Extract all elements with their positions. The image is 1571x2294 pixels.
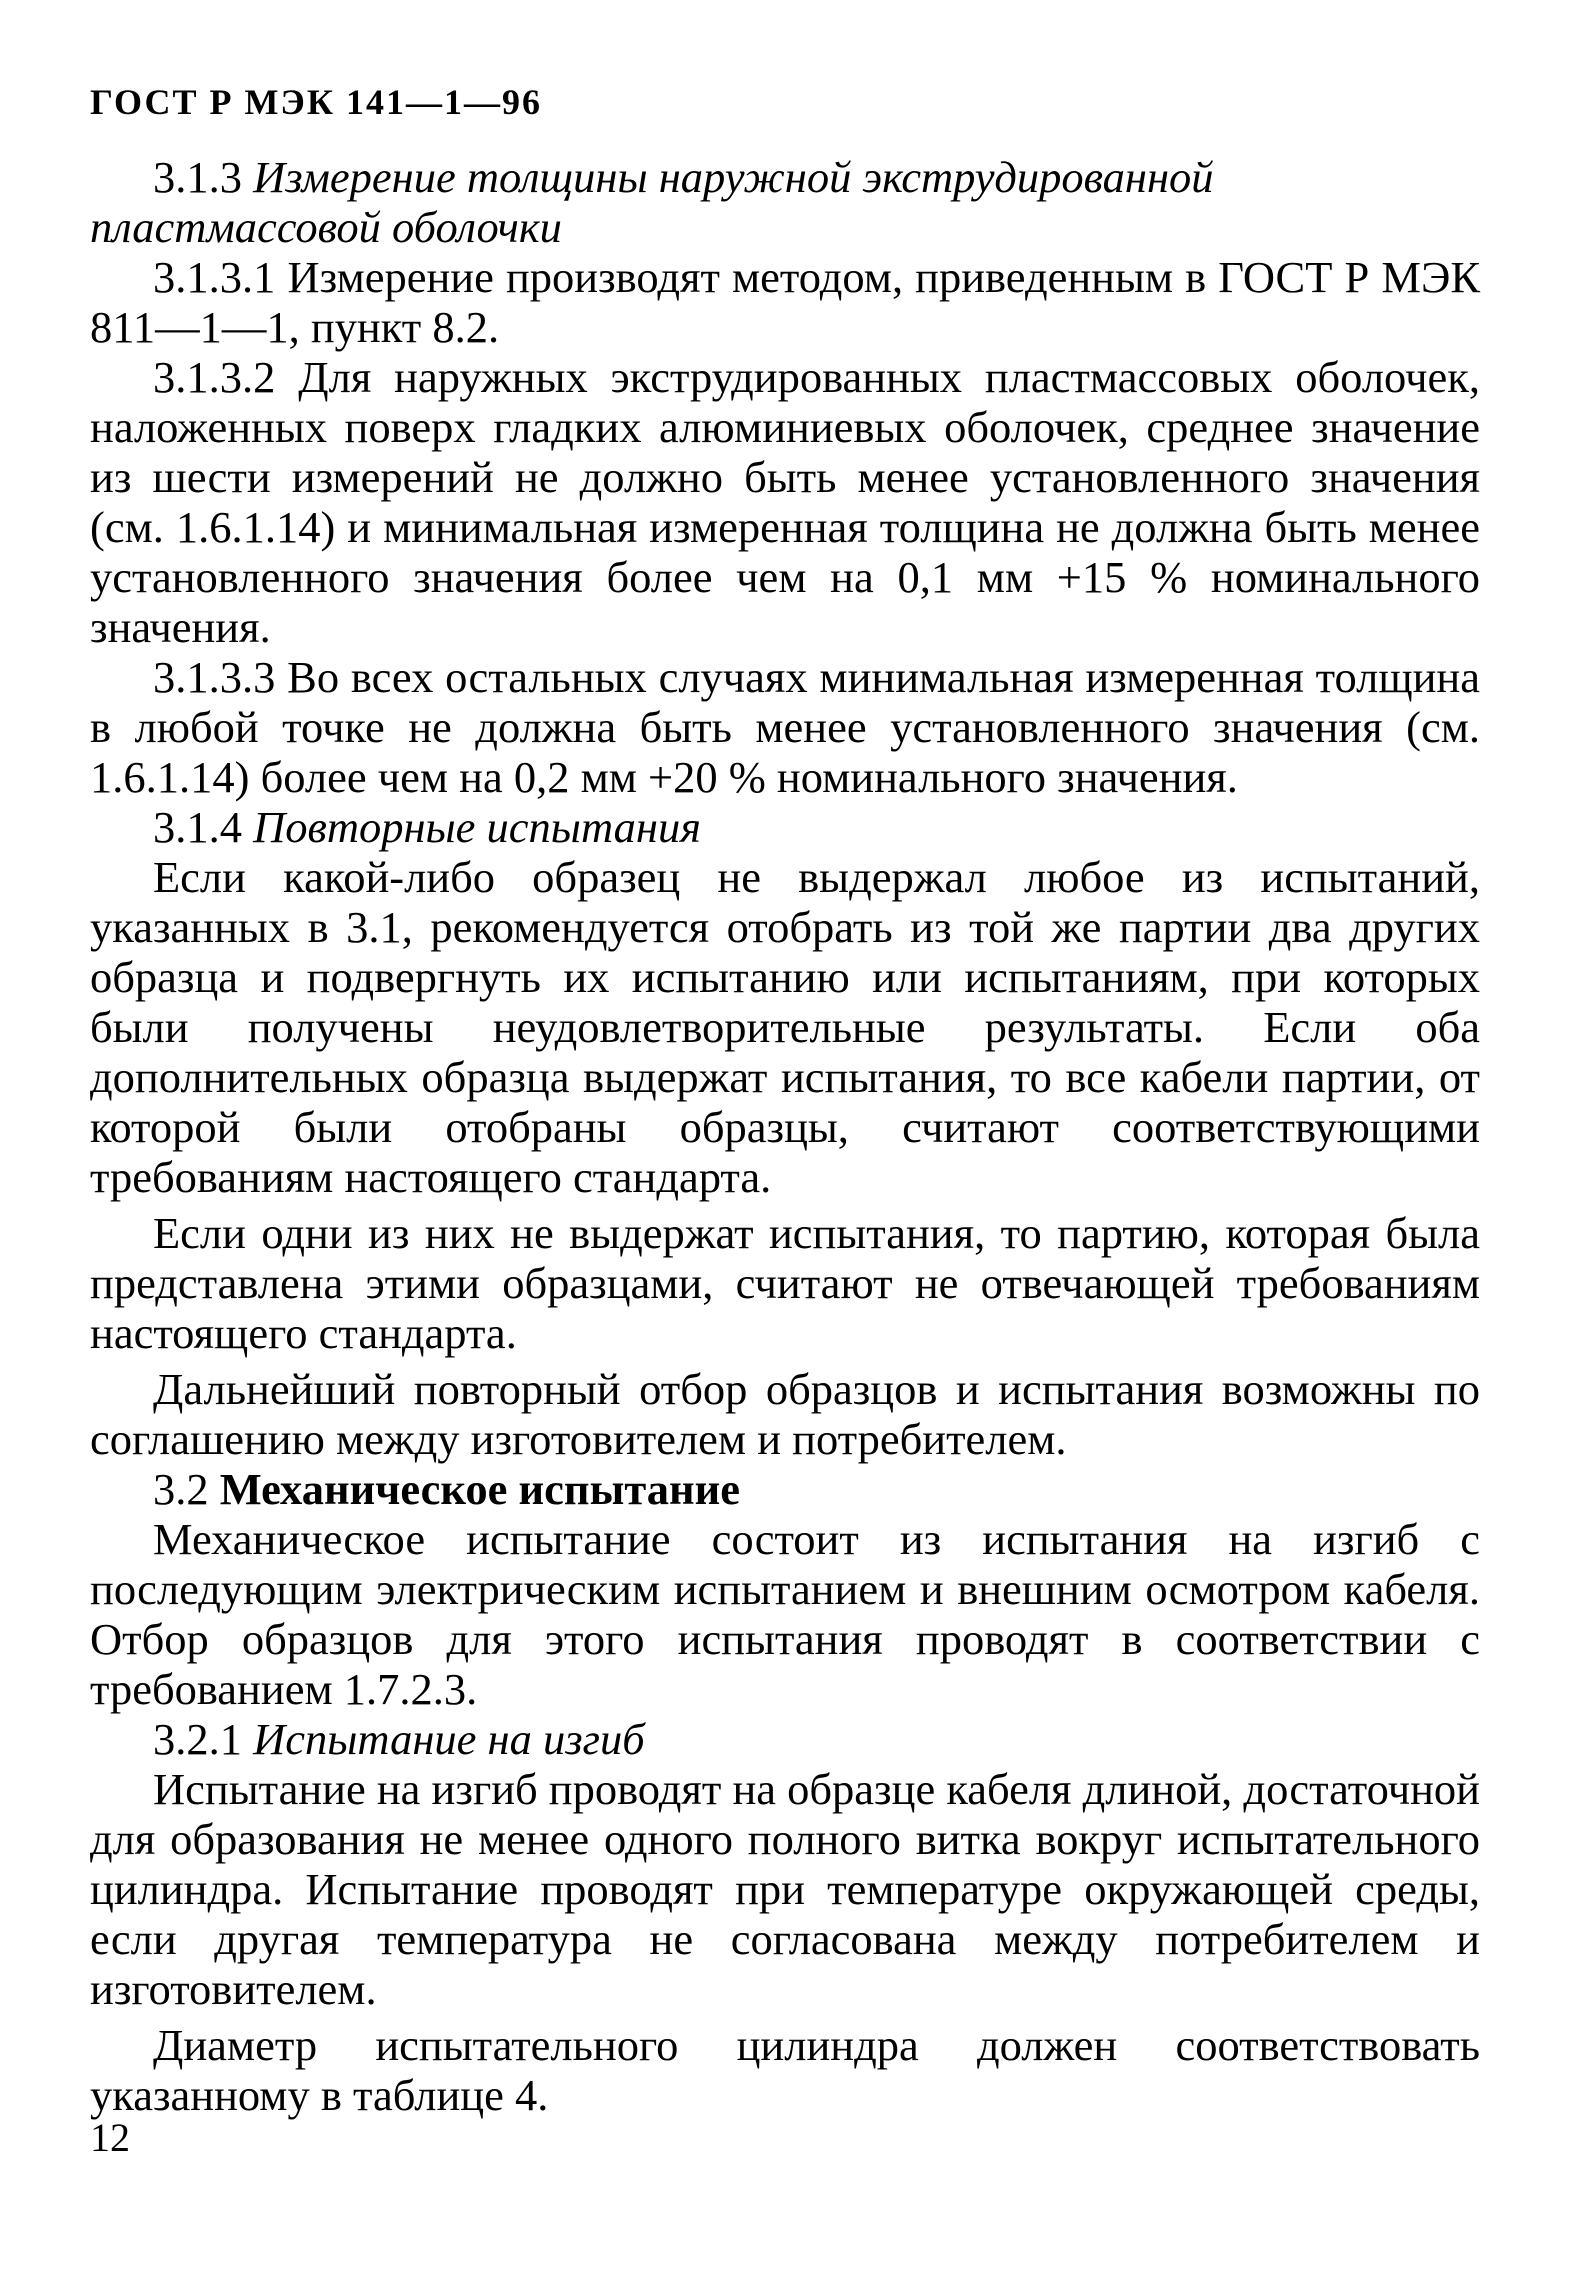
paragraph-3-1-3-2 xyxy=(90,352,1480,652)
paragraph-3-1-3-3 xyxy=(90,652,1480,802)
paragraph-mechanical-test: Механическое испытание состоит из испытания на изгиб с последующим электрическим испытанием и внешним осмотром кабеля. Отбор образцов для этого испытания проводят в соответствии с требованием 1.7.2.3. xyxy=(90,1514,1480,1714)
paragraph-text: Во всех остальных случаях минимальная измеренная толщина в любой точке не должна быть менее установленного значения (см. 1.6.1.14) более чем на 0,2 мм +20 % номинального значения. xyxy=(90,652,1480,802)
paragraph-3-1-3-1 xyxy=(90,252,1480,352)
section-number: 3.2.1 xyxy=(153,1714,242,1764)
section-number: 3.1.4 xyxy=(153,802,242,852)
section-title: Повторные испытания xyxy=(253,802,701,852)
page-number: 12 xyxy=(90,2115,130,2160)
paragraph-further-retest: Дальнейший повторный отбор образцов и испытания возможны по соглашению между изготовителем и потребителем. xyxy=(90,1364,1480,1464)
section-3-2-heading xyxy=(90,1464,1480,1514)
paragraph-number: 3.1.3.2 xyxy=(153,352,276,402)
section-number: 3.1.3 xyxy=(153,152,242,202)
document-body xyxy=(90,152,1480,2120)
section-number: 3.2 xyxy=(153,1464,209,1514)
section-3-1-4-heading xyxy=(90,802,1480,852)
paragraph-number: 3.1.3.3 xyxy=(153,652,276,702)
section-title: Испытание на изгиб xyxy=(253,1714,645,1764)
paragraph-retest-failure: Если одни из них не выдержат испытания, то партию, которая была представлена этими образцами, считают не отвечающей требованиям настоящего стандарта. xyxy=(90,1208,1480,1358)
section-title: Механическое испытание xyxy=(219,1464,740,1514)
section-3-2-1-heading xyxy=(90,1714,1480,1764)
paragraph-text: Для наружных экструдированных пластмассовых оболочек, наложенных поверх гладких алюминиевых оболочек, среднее значение из шести измерений не должно быть менее установленного значения (см. 1.6.1.14) и минимальная измеренная толщина не должна быть менее установленного значения более чем на 0,1 мм +15 % номинального значения. xyxy=(90,352,1481,652)
document-header: ГОСТ Р МЭК 141—1—96 xyxy=(90,82,542,122)
paragraph-number: 3.1.3.1 xyxy=(153,252,276,302)
paragraph-bending-test: Испытание на изгиб проводят на образце кабеля длиной, достаточной для образования не менее одного полного витка вокруг испытательного цилиндра. Испытание проводят при температуре окружающей среды, если другая температура не согласована между потребителем и изготовителем. xyxy=(90,1764,1480,2014)
section-title: Измерение толщины наружной экструдированной пластмассовой оболочки xyxy=(90,152,1214,252)
paragraph-cylinder-diameter: Диаметр испытательного цилиндра должен соответствовать указанному в таблице 4. xyxy=(90,2020,1480,2120)
paragraph-text: Измерение производят методом, приведенным в ГОСТ Р МЭК 811—1—1, пункт 8.2. xyxy=(90,252,1481,352)
paragraph-retest-rule: Если какой-либо образец не выдержал любое из испытаний, указанных в 3.1, рекомендуется отобрать из той же партии два других образца и подвергнуть их испытанию или испытаниям, при которых были получены неудовлетворительные результаты. Если оба дополнительных образца выдержат испытания, то все кабели партии, от которой были отобраны образцы, считают соответствующими требованиям настоящего стандарта. xyxy=(90,852,1480,1202)
section-3-1-3-heading xyxy=(90,152,1480,252)
